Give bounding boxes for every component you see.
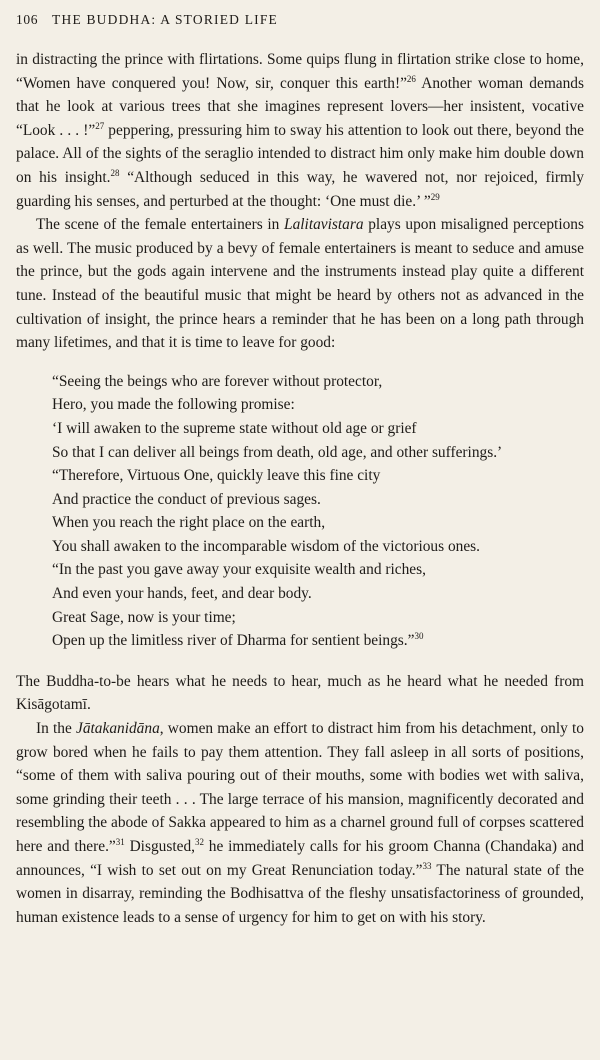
verse-block	[52, 370, 584, 653]
verse-line: “Therefore, Virtuous One, quickly leave this fine city	[52, 467, 381, 485]
paragraph-1: in distracting the prince with flirtations. Some quips flung in flirtation strike close to home, “Women have conquered you! Now, sir, conquer this earth!”$^{26}$ Another woman demands that he look at various trees that she imagines represent lovers—her insistent, vocative “Look . . . !”$^{27}$ peppering, pressuring him to sway his attention to look out there, beyond the palace. All of the sights of the seraglio intended to distract him only make him double down on his insight.$^{28}$ “Although seduced in this way, he wavered not, nor rejoiced, firmly guarding his senses, and perturbed at the thought: ‘One must die.’ ”$^{29}$	[16, 51, 584, 210]
paragraph-4: In the Jātakanidāna, women make an effort to distract him from his detachment, only to grow bored when he fails to pay them attention. They fall asleep in all sorts of positions, “some of them with saliva pouring out of their mouths, some with bodies wet with saliva, some grinding their teeth . . . The large terrace of his mansion, magnificently decorated and resembling the abode of Sakka appeared to him as a charnel ground full of corpses scattered here and there.”$^{31}$ Disgusted,$^{32}$ he immediately calls for his groom Channa (Chandaka) and announces, “I wish to set out on my Great Renunciation today.”$^{33}$ The natural state of the women in disarray, reminding the Bodhisattva of the fleshy unsatisfactoriness of grounded, human existence leads to a sense of urgency for him to get on with his story.	[16, 720, 585, 926]
verse-line: “Seeing the beings who are forever without protector,	[52, 372, 383, 390]
footnote-ref[interactable]: 31	[115, 837, 125, 847]
paragraph-2: The scene of the female entertainers in Lalitavistara plays upon misaligned perceptions as well. The music produced by a bevy of female entertainers is meant to seduce and amuse the prince, but the gods again intervene and the instruments instead play quite a different tune. Instead of the beautiful music that might be heard by others not as advanced in the cultivation of insight, the prince hears a reminder that he has been on a long path through many lifetimes, and that it is time to leave for good:	[16, 216, 584, 352]
footnote-ref[interactable]: 33	[422, 860, 432, 871]
footnote-ref[interactable]: 30	[414, 631, 424, 642]
verse-line: Open up the limitless river of Dharma for sentient beings.”$^{30}$	[52, 631, 424, 650]
running-title: THE BUDDHA: A STORIED LIFE	[52, 12, 279, 27]
footnote-ref[interactable]: 28	[110, 167, 120, 178]
verse-line: ‘I will awaken to the supreme state without old age or grief	[52, 419, 417, 437]
footnote-ref[interactable]: 27	[95, 120, 105, 131]
title-jatakanidana: Jātakanidāna	[75, 720, 160, 738]
page-number: 106	[16, 12, 39, 27]
verse-line: So that I can deliver all beings from death, old age, and other sufferings.’	[52, 443, 503, 461]
footnote-ref[interactable]: 26	[406, 73, 416, 84]
verse-line: Great Sage, now is your time;	[52, 608, 236, 626]
verse-line: And practice the conduct of previous sages.	[52, 490, 321, 508]
verse-line: When you reach the right place on the earth,	[52, 514, 326, 532]
running-header	[16, 12, 278, 28]
verse-line: You shall awaken to the incomparable wisdom of the victorious ones.	[52, 537, 481, 555]
verse-line: “In the past you gave away your exquisite wealth and riches,	[52, 561, 426, 579]
paragraph-3: The Buddha-to-be hears what he needs to hear, much as he heard what he needed from Kisāgotamī.	[16, 672, 584, 714]
verse-line: And even your hands, feet, and dear body.	[52, 585, 312, 603]
verse-line: Hero, you made the following promise:	[52, 396, 295, 414]
footnote-ref[interactable]: 29	[430, 191, 440, 202]
title-lalitavistara: Lalitavistara	[284, 216, 364, 234]
footnote-ref[interactable]: 32	[194, 837, 204, 847]
page-body	[16, 48, 584, 929]
